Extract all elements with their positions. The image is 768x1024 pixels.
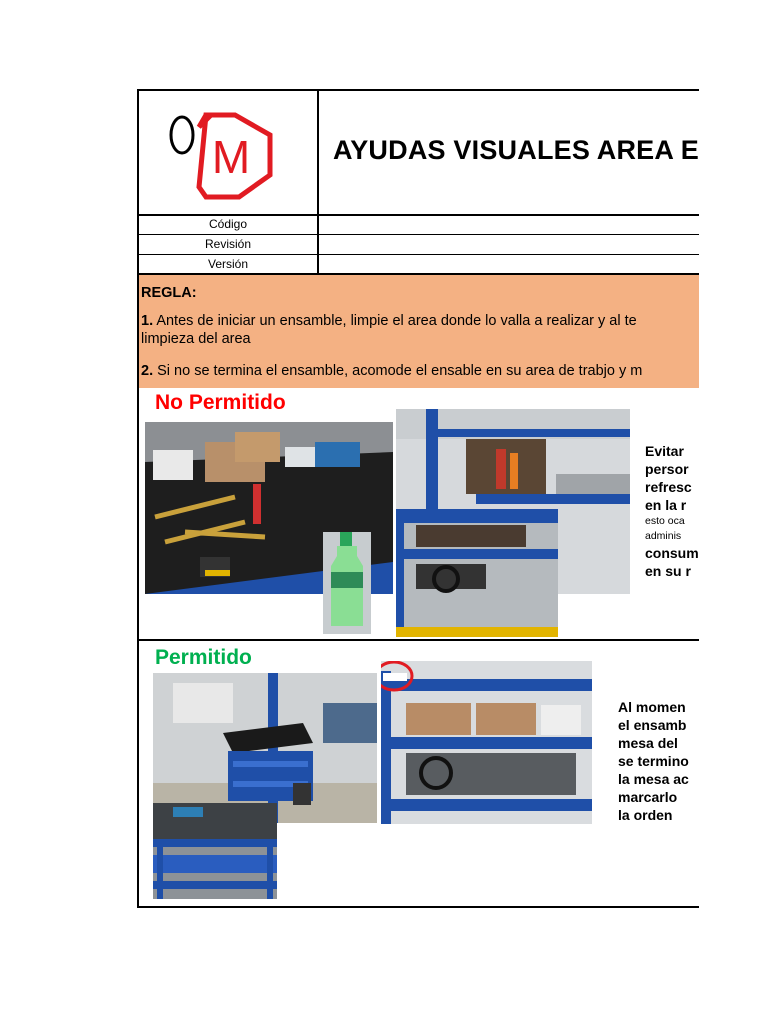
rule-1-line-1 — [141, 313, 637, 329]
rule-2-text: Si no se termina el ensamble, acomode el ensable en su area de trabjo y m — [153, 363, 643, 379]
logo-cell — [139, 91, 319, 216]
section-divider — [139, 639, 699, 641]
version-row — [139, 255, 699, 274]
codigo-label: Código — [139, 215, 319, 234]
revision-row — [139, 235, 699, 255]
photo-bottle-on-table — [323, 532, 371, 634]
company-logo — [139, 91, 317, 214]
rule-1-line-2: limpieza del area — [141, 331, 251, 347]
document-title: AYUDAS VISUALES AREA E — [333, 135, 699, 165]
photo-clean-workbench — [153, 673, 377, 823]
allowed-line: mesa del — [618, 735, 678, 751]
title-cell — [319, 91, 699, 216]
rule-2-number: 2. — [141, 363, 154, 379]
svg-text:M: M — [211, 131, 251, 183]
photo-organized-shelf — [381, 661, 592, 824]
photo-lower-shelf — [396, 509, 558, 637]
rule-1-number: 1. — [141, 313, 154, 329]
allowed-description — [618, 698, 689, 824]
not-allowed-line: refresc — [645, 479, 692, 495]
allowed-line: Al momen — [618, 699, 686, 715]
not-allowed-line: en la r — [645, 497, 687, 513]
allowed-label: Permitido — [149, 646, 258, 670]
not-allowed-line: consum — [645, 545, 699, 561]
rule-2-line-1 — [141, 363, 642, 379]
version-label: Versión — [139, 255, 319, 274]
revision-label: Revisión — [139, 235, 319, 254]
not-allowed-description — [645, 442, 699, 580]
allowed-line: el ensamb — [618, 717, 687, 733]
not-allowed-label: No Permitido — [149, 391, 292, 415]
rules-block — [139, 273, 699, 388]
not-allowed-line: persor — [645, 461, 689, 477]
not-allowed-line: en su r — [645, 563, 691, 579]
allowed-line: la mesa ac — [618, 771, 689, 787]
allowed-line: marcarlo — [618, 789, 678, 805]
codigo-row — [139, 215, 699, 235]
rule-1-text: Antes de iniciar un ensamble, limpie el area donde lo valla a realizar y al te — [153, 313, 637, 329]
not-allowed-small-line: adminis — [645, 530, 682, 542]
allowed-line: la orden — [618, 807, 673, 823]
visual-aid-sheet — [137, 89, 699, 908]
rules-heading: REGLA: — [141, 285, 197, 301]
not-allowed-small-line: esto oca — [645, 515, 685, 527]
photo-clean-table — [153, 803, 277, 899]
not-allowed-line: Evitar — [645, 443, 684, 459]
allowed-line: se termino — [618, 753, 689, 769]
